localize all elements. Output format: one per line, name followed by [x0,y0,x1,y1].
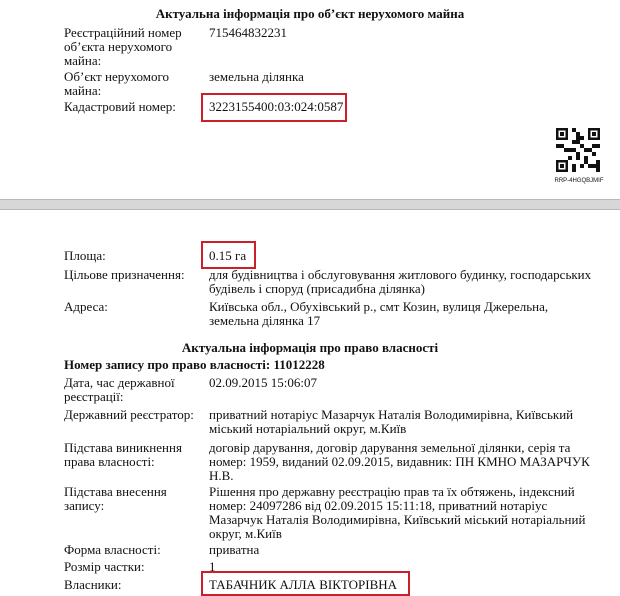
owners-label: Власники: [64,577,122,592]
area-label: Площа: [64,248,106,263]
ownership-heading: Актуальна інформація про право власності [181,340,439,355]
object-type-label: Об’єкт нерухомого майна: [64,69,170,98]
qr-caption: RRP-4HGQBJMIF [554,178,604,184]
owners-value: ТАБАЧНИК АЛЛА ВІКТОРІВНА [209,577,398,592]
share-value: 1 [209,559,216,574]
cadastral-value: 3223155400:03:024:0587 [209,99,344,114]
purpose-value: для будівництва і обслуговування житлового будинку, господарських будівель і споруд (присадибна ділянка) [209,267,592,296]
document-page-2 [0,209,620,596]
registrar-value: приватний нотаріус Мазарчук Наталія Володимирівна, Київський міський нотаріальний округ, м.Київ [209,407,574,436]
ownership-form-label: Форма власності: [64,542,161,557]
cadastral-label: Кадастровий номер: [64,99,176,114]
object-type-value: земельна ділянка [209,69,304,84]
ownership-form-value: приватна [209,542,260,557]
entry-basis-value: Рішення про державну реєстрацію прав та їх обтяжень, індексний номер: 24097286 від 02.09.2015 15:11:18, приватний нотаріус Мазарчук Наталія Володимирівна, Київський міський нотаріальний округ, м.Київ [209,484,586,541]
record-number: Номер запису про право власності: 11012228 [64,357,325,372]
cadastral-highlight-box [201,93,347,122]
reg-number-label: Реєстраційний номер об’єкта нерухомого майна: [64,25,182,68]
owners-highlight-box [201,571,410,596]
document-page-1 [0,0,620,200]
object-heading: Актуальна інформація про об’єкт нерухомого майна [155,6,465,21]
entry-basis-label: Підстава внесення запису: [64,484,167,513]
basis-value: договір дарування, договір дарування земельної ділянки, серія та номер: 1959, виданий 02.09.2015, видавник: ПН КМНО МАЗАРЧУК Н.В. [209,440,590,483]
qr-code-icon [556,128,600,172]
area-value: 0.15 га [209,248,247,263]
purpose-label: Цільове призначення: [64,267,185,282]
address-label: Адреса: [64,299,108,314]
registration-date-label: Дата, час державної реєстрації: [64,375,175,404]
reg-number-value: 715464832231 [209,25,287,40]
share-label: Розмір частки: [64,559,145,574]
basis-label: Підстава виникнення права власності: [64,440,182,469]
registrar-label: Державний реєстратор: [64,407,194,422]
area-highlight-box [201,241,256,269]
registration-date-value: 02.09.2015 15:06:07 [209,375,317,390]
address-value: Київська обл., Обухівський р., смт Козин, вулиця Джерельна, земельна ділянка 17 [209,299,549,328]
